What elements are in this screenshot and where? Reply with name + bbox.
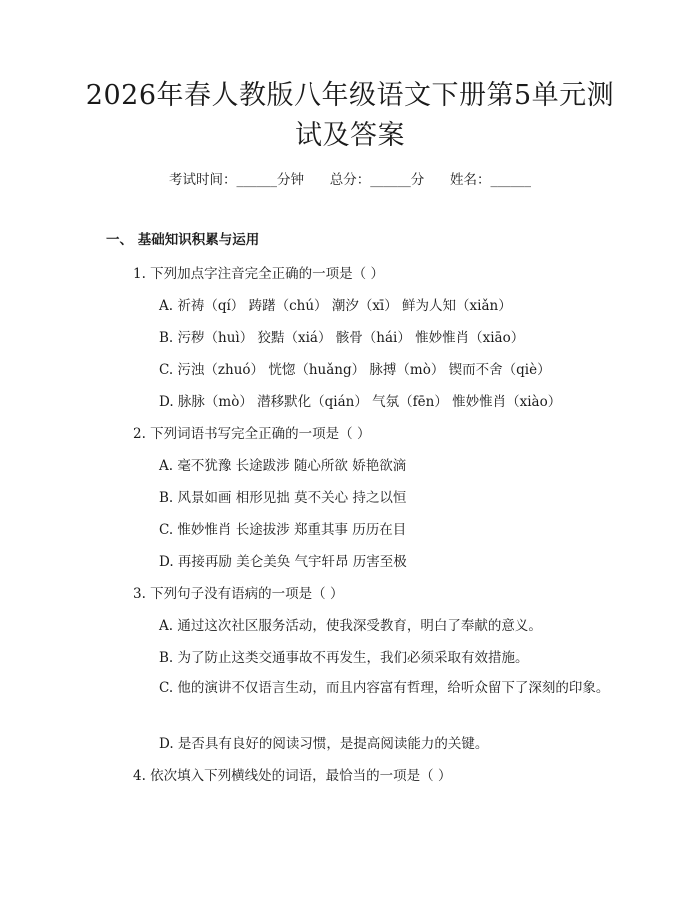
question-option: A. 祈祷（qí） 踌躇（chú） 潮汐（xī） 鲜为人知（xiǎn） [159,298,512,314]
question-option: B. 为了防止这类交通事故不再发生，我们必须采取有效措施。 [159,650,529,666]
question-option: C. 惟妙惟肖 长途拔涉 郑重其事 历历在目 [159,522,407,538]
question-option: B. 污秽（huì） 狡黠（xiá） 骸骨（hái） 惟妙惟肖（xiāo） [159,330,525,346]
question-option: C. 污浊（zhuó） 恍惚（huǎng） 脉搏（mò） 锲而不舍（qiè） [159,362,551,378]
question-stem: 2. 下列词语书写完全正确的一项是（ ） [133,426,371,442]
question-option: A. 毫不犹豫 长途跋涉 随心所欲 娇艳欲滴 [159,458,407,474]
question-option: C. 他的演讲不仅语言生动，而且内容富有哲理，给听众留下了深刻的印象。 [159,680,610,696]
question-option: D. 再接再励 美仑美奂 气宇轩昂 历害至极 [159,554,407,570]
exam-meta-line [0,168,700,188]
question-stem: 4. 依次填入下列横线处的词语，最恰当的一项是（ ） [133,768,452,784]
question-option: D. 脉脉（mò） 潜移默化（qián） 气氛（fēn） 惟妙惟肖（xiào） [159,394,562,410]
question-option: B. 风景如画 相形见拙 莫不关心 持之以恒 [159,490,407,506]
exam-time-field: 考试时间：______分钟 [169,172,304,188]
document-title: 2026年春人教版八年级语文下册第5单元测试及答案 [85,80,615,151]
section-heading: 一、 基础知识积累与运用 [106,232,260,248]
name-field: 姓名：______ [450,172,531,188]
question-stem: 1. 下列加点字注音完全正确的一项是（ ） [133,266,384,282]
total-score-field: 总分：______分 [329,172,425,188]
question-stem: 3. 下列句子没有语病的一项是（ ） [133,586,344,602]
question-option: D. 是否具有良好的阅读习惯，是提高阅读能力的关键。 [159,736,489,752]
question-option: A. 通过这次社区服务活动，使我深受教育，明白了奉献的意义。 [159,618,542,634]
